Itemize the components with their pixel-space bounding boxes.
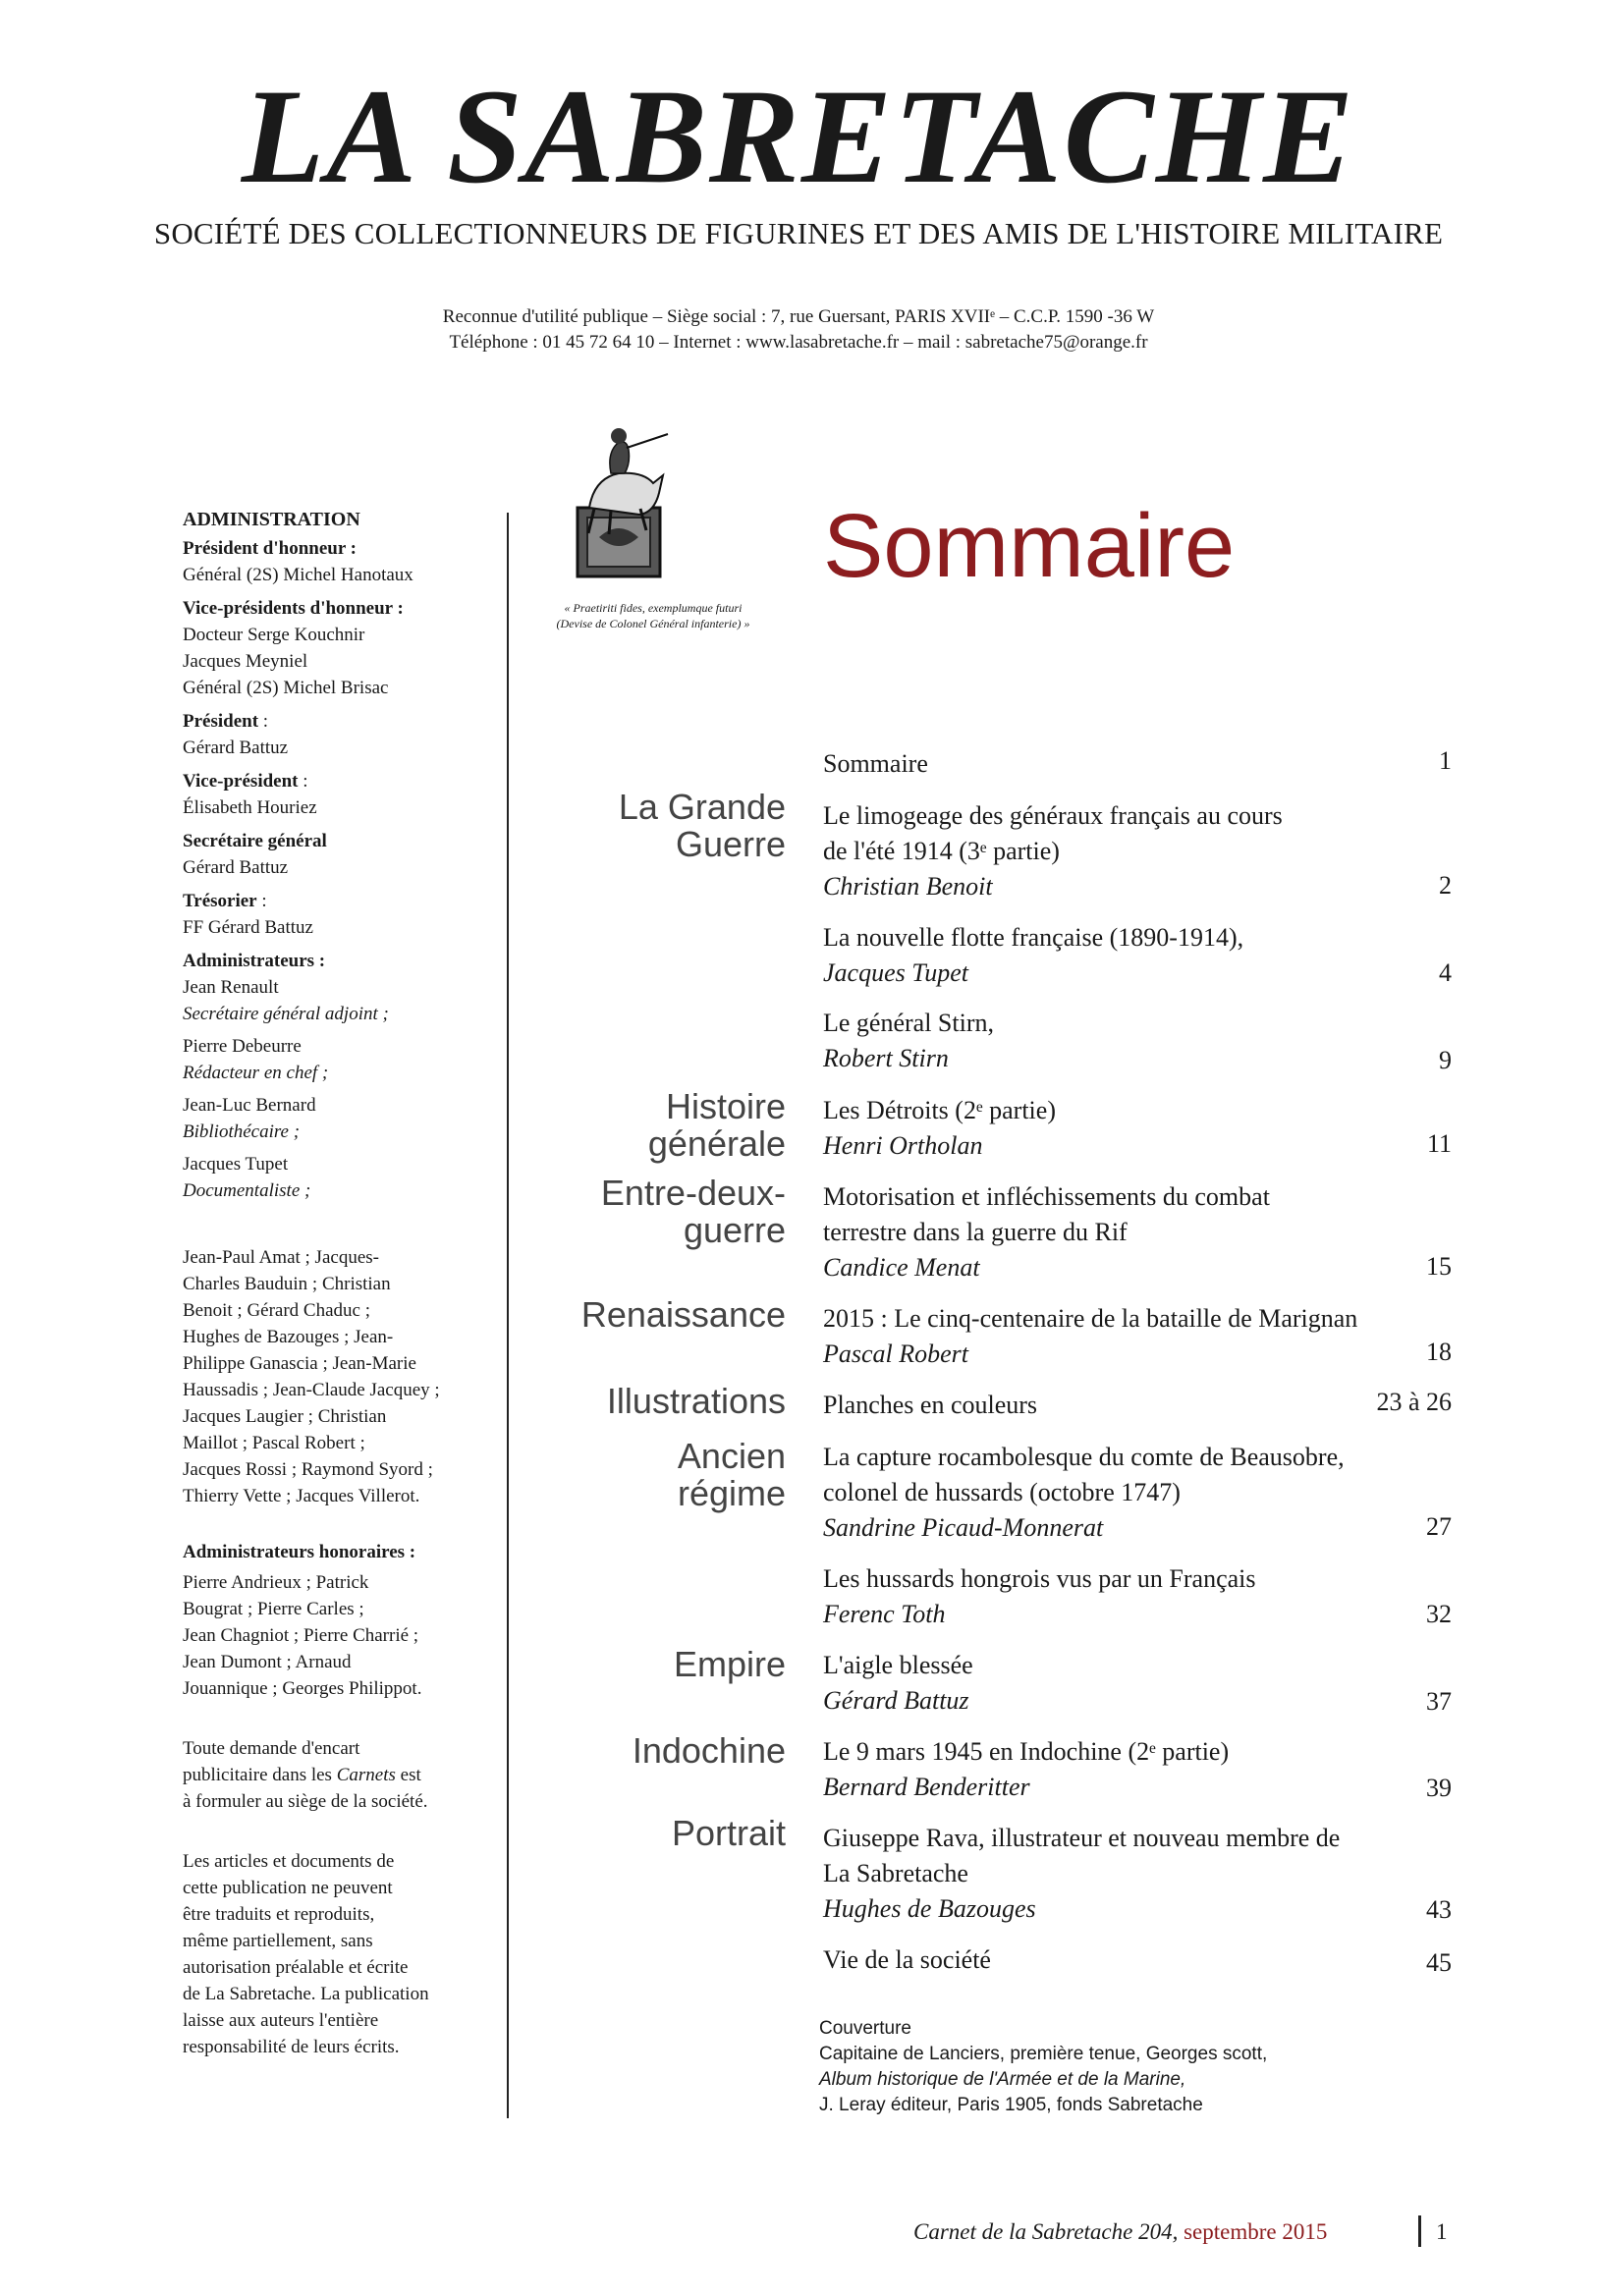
rights-line: cette publication ne peuvent <box>183 1878 393 1898</box>
role-label: Président <box>183 711 259 732</box>
role-holder: Général (2S) Michel Hanotaux <box>183 565 413 585</box>
role-holder: Jacques Tupet <box>183 1154 289 1175</box>
members-list <box>183 1244 477 1509</box>
encart-text: publicitaire dans les <box>183 1765 337 1785</box>
category-illustrations <box>607 1383 786 1420</box>
entry-page: 4 <box>1439 958 1452 987</box>
role-function: Rédacteur en chef ; <box>183 1063 329 1083</box>
rights-line: être traduits et reproduits, <box>183 1904 375 1925</box>
category-portrait <box>672 1815 786 1852</box>
category-line: Portrait <box>671 1813 786 1853</box>
role-holder: Jacques Meyniel <box>183 651 308 672</box>
toc-entry[interactable] <box>823 1821 1471 1927</box>
rights-notice <box>183 1848 477 2060</box>
entry-author: Hughes de Bazouges <box>823 1894 1036 1923</box>
role-function: Bibliothécaire ; <box>183 1121 301 1142</box>
entry-title: Les Détroits (2ᵉ partie) <box>823 1096 1056 1124</box>
members-line: Benoit ; Gérard Chaduc ; <box>183 1300 371 1321</box>
role-function: Documentaliste ; <box>183 1180 311 1201</box>
toc-entry[interactable] <box>823 1388 1452 1423</box>
entry-page: 39 <box>1426 1774 1452 1802</box>
entry-title: L'aigle blessée <box>823 1651 973 1679</box>
page-footer <box>913 2219 1327 2245</box>
category-line: Renaissance <box>580 1294 786 1335</box>
cover-heading: Couverture <box>819 2018 911 2039</box>
honoraires-line: Jean Dumont ; Arnaud <box>183 1652 352 1672</box>
members-line: Jacques Laugier ; Christian <box>183 1406 387 1427</box>
entry-title: 2015 : Le cinq-centenaire de la bataille de Marignan <box>823 1304 1358 1333</box>
role-holder: Gérard Battuz <box>183 857 289 878</box>
role-holder: FF Gérard Battuz <box>183 917 313 938</box>
entry-page: 23 à 26 <box>1376 1388 1452 1416</box>
category-line: La Grande <box>618 787 786 827</box>
toc-entry[interactable] <box>823 1006 1452 1076</box>
entry-page: 32 <box>1426 1600 1452 1628</box>
entry-title: Le 9 mars 1945 en Indochine (2ᵉ partie) <box>823 1737 1230 1766</box>
cavalier-emblem-icon <box>560 414 678 586</box>
honoraires-heading: Administrateurs honoraires : <box>183 1542 416 1562</box>
entry-page: 1 <box>1439 746 1452 775</box>
administration-column <box>183 507 477 2060</box>
entry-author: Jacques Tupet <box>823 958 969 987</box>
role-holder: Gérard Battuz <box>183 738 289 758</box>
entry-title: terrestre dans la guerre du Rif <box>823 1218 1128 1246</box>
encart-line: à formuler au siège de la société. <box>183 1791 428 1812</box>
category-entre-deux-guerre <box>601 1175 786 1249</box>
entry-page: 15 <box>1426 1252 1452 1281</box>
entry-author: Bernard Benderitter <box>823 1773 1030 1801</box>
entry-page: 11 <box>1426 1129 1452 1158</box>
entry-page: 27 <box>1426 1512 1452 1541</box>
category-renaissance <box>581 1296 786 1334</box>
toc-entry[interactable] <box>823 1648 1452 1719</box>
toc-entry[interactable] <box>823 1942 1452 1978</box>
role-label: Administrateurs : <box>183 951 326 971</box>
rights-line: de La Sabretache. La publication <box>183 1984 429 2004</box>
encart-notice <box>183 1735 477 1815</box>
role-colon: : <box>256 891 267 911</box>
role-holder: Général (2S) Michel Brisac <box>183 678 389 698</box>
entry-page: 43 <box>1426 1895 1452 1924</box>
rights-line: responsabilité de leurs écrits. <box>183 2037 400 2057</box>
entry-page: 45 <box>1426 1948 1452 1977</box>
entry-author: Henri Ortholan <box>823 1131 983 1160</box>
category-line: Ancien <box>677 1436 786 1476</box>
entry-author: Pascal Robert <box>823 1339 969 1368</box>
category-line: Entre-deux- <box>600 1173 786 1213</box>
category-histoire-generale <box>648 1088 786 1163</box>
role-colon: : <box>258 711 269 732</box>
entry-page: 37 <box>1426 1687 1452 1716</box>
footer-date: septembre 2015 <box>1184 2219 1328 2244</box>
category-empire <box>674 1646 786 1683</box>
role-colon: : <box>298 771 308 792</box>
honoraires-line: Jouannique ; Georges Philippot. <box>183 1678 422 1699</box>
entry-author: Robert Stirn <box>823 1044 949 1072</box>
entry-title: La nouvelle flotte française (1890-1914), <box>823 923 1244 952</box>
entry-page: 18 <box>1426 1338 1452 1366</box>
rights-line: autorisation préalable et écrite <box>183 1957 409 1978</box>
entry-title: Le limogeage des généraux français au cours <box>823 801 1283 830</box>
entry-title: de l'été 1914 (3ᵉ partie) <box>823 837 1060 865</box>
encart-text: est <box>395 1765 421 1785</box>
journal-title: LA SABRETACHE <box>241 61 1356 211</box>
rights-line: Les articles et documents de <box>183 1851 395 1872</box>
cover-line: J. Leray éditeur, Paris 1905, fonds Sabretache <box>819 2095 1203 2115</box>
entry-title: Giuseppe Rava, illustrateur et nouveau membre de <box>823 1824 1341 1852</box>
category-indochine <box>633 1732 786 1770</box>
rights-line: laisse aux auteurs l'entière <box>183 2010 379 2031</box>
category-line: Indochine <box>632 1730 786 1771</box>
footer-publication: Carnet de la Sabretache 204, <box>913 2219 1184 2244</box>
rights-line: même partiellement, sans <box>183 1931 373 1951</box>
toc-entry[interactable] <box>823 798 1452 904</box>
toc-entry[interactable] <box>823 1440 1452 1546</box>
entry-title: colonel de hussards (octobre 1747) <box>823 1478 1181 1506</box>
members-line: Maillot ; Pascal Robert ; <box>183 1433 365 1453</box>
footer-divider <box>1418 2215 1421 2247</box>
members-line: Haussadis ; Jean-Claude Jacquey ; <box>183 1380 440 1400</box>
entry-title: La capture rocambolesque du comte de Beausobre, <box>823 1443 1345 1471</box>
encart-carnets: Carnets <box>336 1765 396 1785</box>
entry-title: Vie de la société <box>823 1945 991 1974</box>
toc-entry[interactable] <box>823 1561 1452 1632</box>
honoraires-line: Jean Chagniot ; Pierre Charrié ; <box>183 1625 419 1646</box>
category-line: Guerre <box>675 824 786 864</box>
members-line: Charles Bauduin ; Christian <box>183 1274 391 1294</box>
category-line: Histoire <box>665 1086 786 1126</box>
entry-author: Ferenc Toth <box>823 1600 946 1628</box>
entry-page: 9 <box>1439 1046 1452 1074</box>
role-function: Secrétaire général adjoint ; <box>183 1004 389 1024</box>
role-label: Président d'honneur : <box>183 538 358 559</box>
society-info-line-1: Reconnue d'utilité publique – Siège social : 7, rue Guersant, PARIS XVIIᵉ – C.C.P. 1590 -36 W <box>442 306 1155 327</box>
category-line: Illustrations <box>606 1381 786 1421</box>
members-line: Jacques Rossi ; Raymond Syord ; <box>183 1459 433 1480</box>
category-line: générale <box>647 1123 786 1164</box>
toc-entry[interactable] <box>823 1301 1452 1372</box>
column-divider <box>507 513 509 2118</box>
cover-line: Capitaine de Lanciers, première tenue, Georges scott, <box>819 2044 1268 2064</box>
toc-entry[interactable] <box>823 1093 1452 1164</box>
category-line: Empire <box>673 1644 786 1684</box>
toc-entry[interactable] <box>823 920 1452 991</box>
honoraires-list <box>183 1569 477 1702</box>
entry-title: Motorisation et infléchissements du combat <box>823 1182 1270 1211</box>
role-holder: Jean Renault <box>183 977 279 998</box>
role-label: Secrétaire général <box>183 831 327 851</box>
entry-title: La Sabretache <box>823 1859 968 1887</box>
entry-page: 2 <box>1439 871 1452 900</box>
role-label: Vice-présidents d'honneur : <box>183 598 404 619</box>
sommaire-heading: Sommaire <box>823 496 1236 596</box>
honoraires-line: Bougrat ; Pierre Carles ; <box>183 1599 364 1619</box>
administration-heading: ADMINISTRATION <box>183 509 360 530</box>
entry-author: Gérard Battuz <box>823 1686 969 1715</box>
cover-caption <box>819 2016 1369 2118</box>
entry-author: Sandrine Picaud-Monnerat <box>823 1513 1104 1542</box>
role-holder: Pierre Debeurre <box>183 1036 302 1057</box>
entry-title: Sommaire <box>823 749 928 778</box>
entry-author: Candice Menat <box>823 1253 980 1282</box>
category-ancien-regime <box>678 1438 786 1512</box>
society-info-line-2: Téléphone : 01 45 72 64 10 – Internet : www.lasabretache.fr – mail : sabretache75@orange.fr <box>449 332 1148 353</box>
entry-title: Les hussards hongrois vus par un Français <box>823 1564 1256 1593</box>
motto-line-2: (Devise de Colonel Général infanterie) » <box>556 616 750 630</box>
category-line: guerre <box>683 1210 786 1250</box>
journal-subtitle: SOCIÉTÉ DES COLLECTIONNEURS DE FIGURINES ET DES AMIS DE L'HISTOIRE MILITAIRE <box>153 216 1444 250</box>
emblem-motto <box>535 601 771 631</box>
entry-author: Christian Benoit <box>823 872 993 901</box>
cover-line: Album historique de l'Armée et de la Marine, <box>819 2069 1186 2090</box>
honoraires-line: Pierre Andrieux ; Patrick <box>183 1572 369 1593</box>
role-holder: Docteur Serge Kouchnir <box>183 625 365 645</box>
toc-entry[interactable] <box>823 1734 1452 1805</box>
role-label: Trésorier <box>183 891 257 911</box>
members-line: Philippe Ganascia ; Jean-Marie <box>183 1353 416 1374</box>
page-number: 1 <box>1436 2219 1448 2244</box>
entry-title: Planches en couleurs <box>823 1391 1038 1419</box>
masthead <box>0 61 1597 251</box>
role-holder: Jean-Luc Bernard <box>183 1095 316 1116</box>
toc-entry[interactable] <box>823 746 1452 782</box>
role-holder: Élisabeth Houriez <box>183 797 317 818</box>
members-line: Thierry Vette ; Jacques Villerot. <box>183 1486 420 1506</box>
category-line: régime <box>677 1473 786 1513</box>
toc-entry[interactable] <box>823 1179 1452 1285</box>
entry-title: Le général Stirn, <box>823 1009 994 1037</box>
motto-line-1: « Praetiriti fides, exemplumque futuri <box>564 601 743 615</box>
encart-line: Toute demande d'encart <box>183 1738 360 1759</box>
members-line: Jean-Paul Amat ; Jacques- <box>183 1247 379 1268</box>
members-line: Hughes de Bazouges ; Jean- <box>183 1327 394 1347</box>
role-label: Vice-président <box>183 771 299 792</box>
category-grande-guerre <box>619 789 786 863</box>
